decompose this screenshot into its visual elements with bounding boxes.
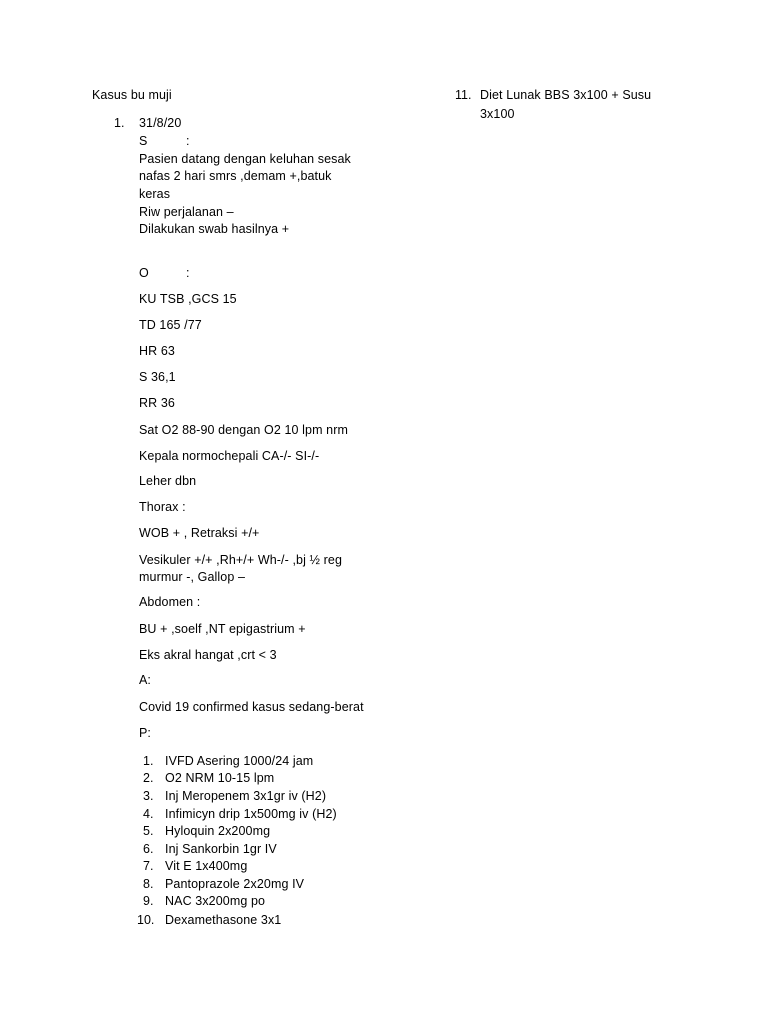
plan-item-number: 2.: [143, 771, 154, 785]
s-colon: :: [186, 134, 190, 148]
s-line: keras: [139, 187, 171, 201]
o-line: Leher dbn: [139, 474, 197, 488]
o-line: Sat O2 88-90 dengan O2 10 lpm nrm: [139, 423, 348, 437]
o-line: Eks akral hangat ,crt < 3: [139, 648, 277, 662]
o-line: Vesikuler +/+ ,Rh+/+ Wh-/- ,bj ½ reg: [139, 553, 342, 567]
o-line: Thorax :: [139, 500, 186, 514]
s-line: Pasien datang dengan keluhan sesak: [139, 152, 351, 166]
plan-item-text: O2 NRM 10-15 lpm: [165, 771, 275, 785]
s-line: nafas 2 hari smrs ,demam +,batuk: [139, 169, 332, 183]
p-label: P:: [139, 726, 152, 740]
a-text: Covid 19 confirmed kasus sedang-berat: [139, 700, 364, 714]
document-title: Kasus bu muji: [92, 88, 172, 102]
plan-item-number: 4.: [143, 807, 154, 821]
plan-item-number: 10.: [137, 913, 155, 927]
plan-item-number: 7.: [143, 859, 154, 873]
plan-item-number: 5.: [143, 824, 154, 838]
o-line: Kepala normochepali CA-/- SI-/-: [139, 449, 320, 463]
o-line: HR 63: [139, 344, 175, 358]
o-line: murmur -, Gallop –: [139, 570, 245, 584]
o-line: Abdomen :: [139, 595, 201, 609]
plan-item-number: 9.: [143, 894, 154, 908]
date: 31/8/20: [139, 116, 182, 130]
o-line: TD 165 /77: [139, 318, 202, 332]
o-line: BU + ,soelf ,NT epigastrium +: [139, 622, 306, 636]
o-line: KU TSB ,GCS 15: [139, 292, 237, 306]
plan-item-text: 3x100: [480, 107, 515, 121]
plan-item-text: NAC 3x200mg po: [165, 894, 266, 908]
o-label: O: [139, 266, 149, 280]
plan-item-text: Inj Meropenem 3x1gr iv (H2): [165, 789, 327, 803]
plan-item-text: Inj Sankorbin 1gr IV: [165, 842, 277, 856]
plan-item-text: Infimicyn drip 1x500mg iv (H2): [165, 807, 337, 821]
plan-item-number: 11.: [455, 88, 472, 102]
plan-item-number: 6.: [143, 842, 154, 856]
plan-item-text: Vit E 1x400mg: [165, 859, 248, 873]
plan-item-text: Dexamethasone 3x1: [165, 913, 282, 927]
o-line: WOB + , Retraksi +/+: [139, 526, 260, 540]
a-label: A:: [139, 673, 152, 687]
s-line: Riw perjalanan –: [139, 205, 234, 219]
plan-item-number: 1.: [143, 754, 154, 768]
plan-item-text: Pantoprazole 2x20mg IV: [165, 877, 305, 891]
plan-item-text: Diet Lunak BBS 3x100 + Susu: [480, 88, 652, 102]
s-label: S: [139, 134, 148, 148]
main-item-number: 1.: [114, 116, 125, 130]
plan-item-text: IVFD Asering 1000/24 jam: [165, 754, 314, 768]
o-colon: :: [186, 266, 190, 280]
plan-item-number: 8.: [143, 877, 154, 891]
plan-item-number: 3.: [143, 789, 154, 803]
o-line: S 36,1: [139, 370, 176, 384]
s-line: Dilakukan swab hasilnya +: [139, 222, 290, 236]
o-line: RR 36: [139, 396, 175, 410]
plan-item-text: Hyloquin 2x200mg: [165, 824, 271, 838]
